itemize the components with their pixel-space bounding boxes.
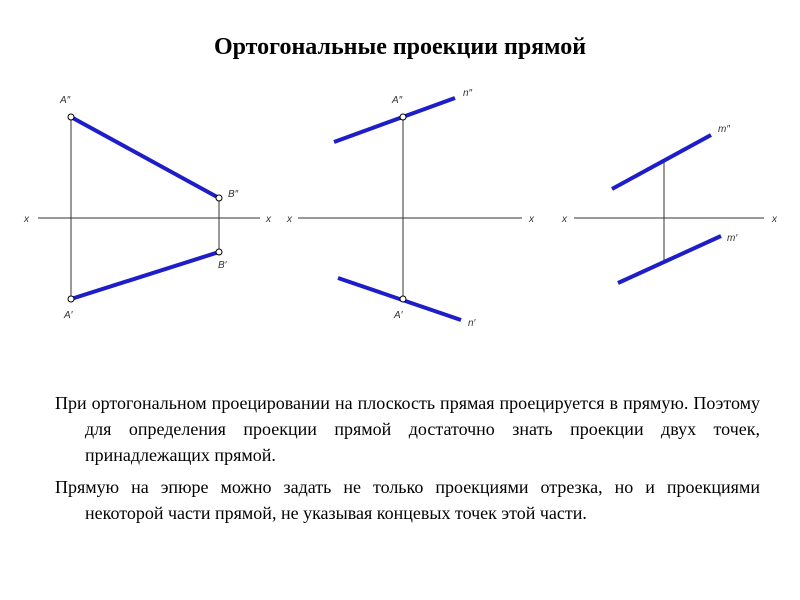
label-m2: m″ xyxy=(718,124,730,135)
x-axis-label-right-1: x xyxy=(266,214,271,225)
label-b1: B′ xyxy=(218,260,227,271)
figure-segment-projections xyxy=(23,95,272,321)
label-a1: A′ xyxy=(394,310,403,321)
segment-ab-frontal xyxy=(71,117,219,198)
line-m-frontal xyxy=(612,135,711,189)
point-a2 xyxy=(68,114,74,120)
body-text xyxy=(55,390,760,532)
figure-line-m-projections xyxy=(561,124,778,283)
point-a1 xyxy=(400,296,406,302)
point-b2 xyxy=(216,195,222,201)
x-axis-label-right-3: x xyxy=(772,214,777,225)
paragraph-2: Прямую на эпюре можно задать не только проекциями отрезка, но и проекциями некоторой части прямой, не указывая концевых точек этой части. xyxy=(55,477,760,523)
label-a2: A″ xyxy=(60,95,71,106)
label-n1: n′ xyxy=(468,318,476,329)
point-a1 xyxy=(68,296,74,302)
segment-ab-horizontal xyxy=(71,252,219,299)
point-b1 xyxy=(216,249,222,255)
x-axis-label-right-2: x xyxy=(529,214,534,225)
label-m1: m′ xyxy=(727,233,738,244)
x-axis-label-left-3: x xyxy=(562,214,567,225)
x-axis-label-left-1: x xyxy=(24,214,29,225)
line-m-horizontal xyxy=(618,236,721,283)
paragraph-1: При ортогональном проецировании на плоскость прямая проецируется в прямую. Поэтому для определения проекции прямой достаточно знать проекции двух точек, принадлежащих прямой. xyxy=(55,393,760,465)
x-axis-label-left-2: x xyxy=(287,214,292,225)
label-a1: A′ xyxy=(64,310,73,321)
page-title: Ортогональные проекции прямой xyxy=(213,34,587,60)
label-a2: A″ xyxy=(392,95,403,106)
label-b2: B″ xyxy=(228,189,239,200)
point-a2 xyxy=(400,114,406,120)
figure-line-n-projections xyxy=(286,88,535,329)
label-n2: n″ xyxy=(463,88,473,99)
